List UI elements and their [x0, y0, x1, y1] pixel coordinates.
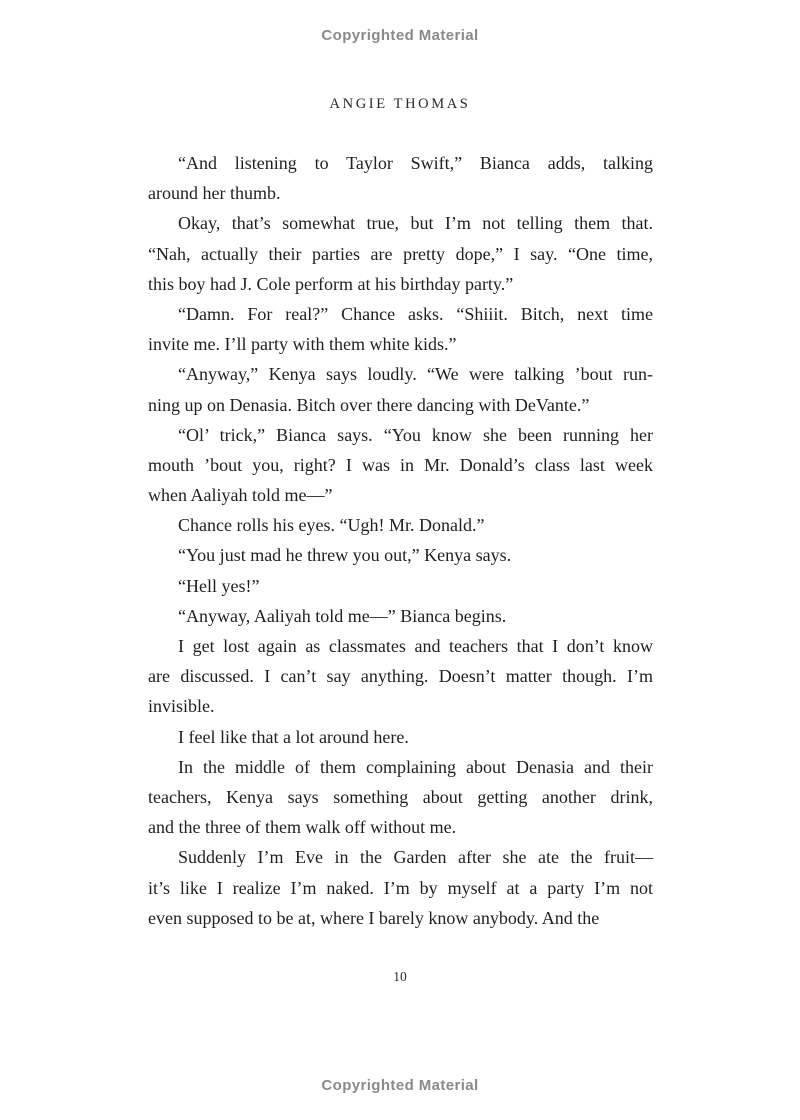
text-line: “Ol’ trick,” Bianca says. “You know she been running her: [178, 424, 653, 445]
text-line: it’s like I realize I’m naked. I’m by myself at a party I’m not: [148, 877, 653, 898]
text-line: invite me. I’ll party with them white kids.”: [148, 334, 457, 355]
paragraph: [148, 571, 653, 601]
text-line: Okay, that’s somewhat true, but I’m not telling them that.: [178, 213, 653, 234]
paragraph: [148, 420, 653, 511]
running-header: ANGIE THOMAS: [329, 96, 471, 112]
text-line: “And listening to Taylor Swift,” Bianca adds, talking: [178, 153, 653, 173]
copyright-notice-bottom: Copyrighted Material: [321, 1077, 479, 1094]
text-line: I feel like that a lot around here.: [178, 726, 409, 747]
text-line: and the three of them walk off without me.: [148, 817, 457, 838]
body-text: [148, 148, 653, 933]
paragraph: [148, 601, 653, 631]
paragraph: [148, 148, 653, 208]
paragraph: [148, 722, 653, 752]
text-line: “Damn. For real?” Chance asks. “Shiiit. Bitch, next time: [178, 303, 653, 324]
text-line: “Nah, actually their parties are pretty dope,” I say. “One time,: [148, 243, 653, 264]
text-line: mouth ’bout you, right? I was in Mr. Donald’s class last week: [148, 454, 653, 475]
text-line: I get lost again as classmates and teachers that I don’t know: [178, 636, 653, 656]
text-line: invisible.: [148, 696, 215, 717]
text-line: “Anyway, Aaliyah told me—” Bianca begins.: [178, 605, 507, 626]
text-line: “Hell yes!”: [178, 575, 260, 596]
text-line: Chance rolls his eyes. “Ugh! Mr. Donald.”: [178, 515, 485, 536]
paragraph: [148, 540, 653, 570]
text-line: teachers, Kenya says something about getting another drink,: [148, 786, 653, 807]
paragraph: [148, 510, 653, 540]
paragraph: [148, 208, 653, 299]
paragraph: [148, 299, 653, 359]
paragraph: [148, 359, 653, 419]
text-line: Suddenly I’m Eve in the Garden after she ate the fruit—: [178, 847, 653, 868]
text-line: “Anyway,” Kenya says loudly. “We were talking ’bout run-: [178, 364, 653, 385]
text-line: are discussed. I can’t say anything. Doesn’t matter though. I’m: [148, 666, 653, 687]
text-line: ning up on Denasia. Bitch over there dancing with DeVante.”: [148, 394, 590, 415]
page-number: 10: [393, 969, 407, 984]
text-line: when Aaliyah told me—”: [148, 485, 333, 506]
text-line: In the middle of them complaining about Denasia and their: [178, 756, 653, 777]
text-line: this boy had J. Cole perform at his birthday party.”: [148, 273, 514, 294]
copyright-notice-top: Copyrighted Material: [321, 27, 479, 44]
paragraph: [148, 842, 653, 933]
text-line: “You just mad he threw you out,” Kenya says.: [178, 545, 512, 566]
text-line: around her thumb.: [148, 183, 281, 204]
paragraph: [148, 631, 653, 722]
paragraph: [148, 752, 653, 843]
text-line: even supposed to be at, where I barely know anybody. And the: [148, 907, 600, 928]
